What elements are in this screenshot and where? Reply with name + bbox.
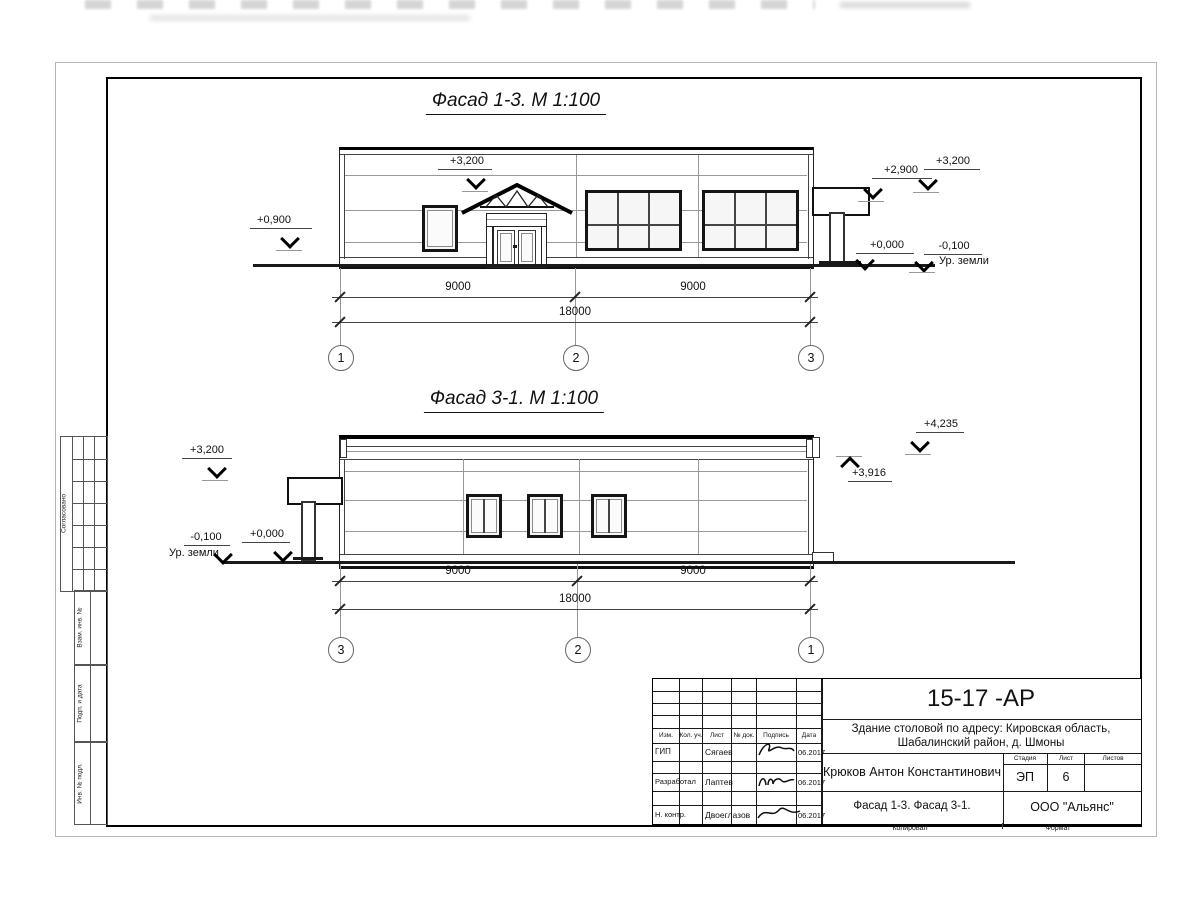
col-koluch: Кол. уч. bbox=[679, 732, 703, 739]
shelf-line bbox=[182, 458, 232, 459]
scan-artifact bbox=[840, 2, 970, 8]
doc-number: 15-17 -АР bbox=[926, 685, 1036, 712]
level-tick bbox=[905, 454, 931, 455]
window-transom bbox=[705, 224, 796, 226]
vzam-inv-block bbox=[74, 590, 108, 666]
dim-label: 9000 bbox=[445, 281, 471, 293]
elevation-mark-label: +3,200 bbox=[936, 155, 970, 167]
elevation-mark-label: -0,100 bbox=[938, 240, 970, 252]
door-handle bbox=[513, 245, 517, 248]
level-tick bbox=[909, 272, 935, 273]
facade31-building bbox=[339, 435, 814, 569]
vzam-inv-label: Взам. инв. № bbox=[76, 607, 84, 648]
shelf-line bbox=[438, 169, 492, 170]
ground-line bbox=[253, 264, 935, 267]
row-date: 06.2017 bbox=[798, 778, 826, 787]
joint-line bbox=[579, 459, 580, 554]
large-window bbox=[702, 190, 799, 251]
dim-line bbox=[332, 322, 818, 323]
window-mullion bbox=[608, 499, 610, 533]
col-ndok: № док. bbox=[733, 732, 755, 739]
sheet-value: 6 bbox=[1062, 770, 1070, 784]
company-name: ООО "Альянс" bbox=[1030, 800, 1114, 814]
axis-bubble: 1 bbox=[328, 345, 354, 371]
large-window bbox=[585, 190, 682, 251]
inv-podl-block bbox=[74, 741, 108, 825]
elevation-mark-label: +3,200 bbox=[190, 444, 224, 456]
stage-label: Стадия bbox=[1013, 755, 1037, 762]
edge-line bbox=[344, 459, 345, 555]
parapet-line bbox=[340, 459, 813, 460]
elevation-mark-label: +3,200 bbox=[450, 155, 484, 167]
joint-line bbox=[698, 155, 699, 257]
window-mullion bbox=[734, 193, 736, 248]
row-date: 06.2017 bbox=[798, 748, 826, 757]
annex-column bbox=[301, 501, 316, 561]
level-tick bbox=[276, 250, 302, 251]
axis-bubble: 3 bbox=[798, 345, 824, 371]
edge-line bbox=[808, 459, 809, 555]
col-data: Дата bbox=[801, 732, 817, 739]
elevation-mark-label: -0,100 bbox=[190, 531, 222, 543]
panel-line bbox=[345, 531, 807, 532]
signature bbox=[755, 803, 803, 823]
plinth-line bbox=[340, 257, 813, 258]
row-name: Двоеглазов bbox=[705, 810, 751, 820]
row-date: 06.2017 bbox=[798, 811, 826, 820]
elevation-mark-label: +2,900 bbox=[884, 164, 918, 176]
axis-bubble: 1 bbox=[798, 637, 824, 663]
format-label: Формат bbox=[1045, 825, 1071, 832]
project-name-line1: Здание столовой по адресу: Кировская область, bbox=[851, 723, 1111, 735]
axis-bubble: 3 bbox=[328, 637, 354, 663]
level-tick bbox=[202, 480, 228, 481]
dim-label: 9000 bbox=[445, 565, 471, 577]
shelf-line bbox=[924, 169, 980, 170]
elevation-mark-label: +3,916 bbox=[852, 467, 886, 479]
porch-post bbox=[486, 226, 493, 268]
level-tick bbox=[462, 191, 488, 192]
row-role: Н. контр. bbox=[655, 810, 686, 819]
row-name: Сягаев bbox=[705, 747, 733, 757]
project-name-line2: Шабалинский район, д. Шмоны bbox=[897, 737, 1065, 749]
entrance-door bbox=[493, 226, 542, 268]
ground-label: Ур. земли bbox=[169, 547, 219, 559]
dim-label: 9000 bbox=[680, 281, 706, 293]
signature bbox=[755, 740, 797, 760]
podp-data-label: Подп. и дата bbox=[76, 684, 84, 723]
divider-tick bbox=[1002, 823, 1003, 829]
annex-base bbox=[293, 557, 323, 560]
sheets-label: Листов bbox=[1102, 755, 1124, 762]
window-mullion bbox=[648, 193, 650, 248]
col-podpis: Подпись bbox=[763, 732, 789, 739]
corner-post bbox=[340, 439, 347, 458]
annex-column bbox=[829, 212, 845, 267]
podp-data-block bbox=[74, 664, 108, 743]
small-window bbox=[591, 494, 627, 538]
copied-label: Копировал bbox=[892, 825, 928, 832]
elevation-mark-label: +0,000 bbox=[250, 528, 284, 540]
shelf-line bbox=[848, 481, 892, 482]
window-mullion bbox=[483, 499, 485, 533]
window-transom bbox=[588, 224, 679, 226]
row-name: Лаптев bbox=[705, 777, 733, 787]
small-window bbox=[527, 494, 563, 538]
elevation-mark-label: +0,000 bbox=[870, 239, 904, 251]
elevation-mark-label: +4,235 bbox=[924, 418, 958, 430]
ext-line bbox=[810, 564, 811, 638]
sheet-label: Лист bbox=[1058, 755, 1074, 762]
ext-line bbox=[340, 564, 341, 638]
edge-line bbox=[344, 154, 345, 259]
approved-label: Согласовано bbox=[60, 493, 68, 534]
door-leaf bbox=[518, 230, 536, 265]
plinth-line bbox=[340, 554, 813, 555]
col-izm: Изм. bbox=[659, 732, 673, 739]
shelf-line bbox=[916, 432, 964, 433]
author-name: Крюков Антон Константинович bbox=[823, 765, 1001, 779]
level-tick bbox=[858, 201, 884, 202]
dim-label: 18000 bbox=[559, 306, 591, 318]
parapet-tab bbox=[812, 437, 820, 458]
facade13-title: Фасад 1-3. М 1:100 bbox=[426, 90, 606, 115]
window-mullion bbox=[765, 193, 767, 248]
dim-label: 18000 bbox=[559, 593, 591, 605]
axis-bubble: 2 bbox=[565, 637, 591, 663]
stage-value: ЭП bbox=[1016, 770, 1034, 784]
sheet-title: Фасад 1-3. Фасад 3-1. bbox=[853, 800, 971, 812]
col-list: Лист bbox=[709, 732, 725, 739]
panel-line bbox=[345, 500, 807, 501]
inv-podl-label: Инв. № подл. bbox=[76, 763, 84, 804]
panel-line bbox=[345, 471, 807, 472]
window-mullion bbox=[617, 193, 619, 248]
edge-line bbox=[808, 154, 809, 259]
approval-block bbox=[60, 436, 108, 592]
title-block bbox=[652, 678, 1142, 825]
dim-label: 9000 bbox=[680, 565, 706, 577]
window-mullion bbox=[544, 499, 546, 533]
ext-line bbox=[340, 268, 341, 346]
elevation-mark-label: +0,900 bbox=[257, 214, 291, 226]
shelf-line bbox=[250, 228, 312, 229]
signature bbox=[755, 771, 797, 791]
facade31-title: Фасад 3-1. М 1:100 bbox=[424, 388, 604, 413]
axis-bubble: 2 bbox=[563, 345, 589, 371]
ext-line bbox=[810, 268, 811, 346]
row-role: Разработал bbox=[655, 777, 696, 786]
scan-artifact bbox=[150, 15, 470, 21]
joint-line bbox=[698, 459, 699, 554]
ground-label: Ур. земли bbox=[939, 255, 989, 267]
parapet-line bbox=[340, 446, 813, 447]
scan-artifact bbox=[85, 0, 815, 9]
joint-line bbox=[463, 459, 464, 554]
dim-line bbox=[332, 609, 818, 610]
level-tick bbox=[913, 192, 939, 193]
small-window bbox=[466, 494, 502, 538]
row-role: ГИП bbox=[655, 747, 671, 756]
parapet-line bbox=[340, 451, 813, 452]
